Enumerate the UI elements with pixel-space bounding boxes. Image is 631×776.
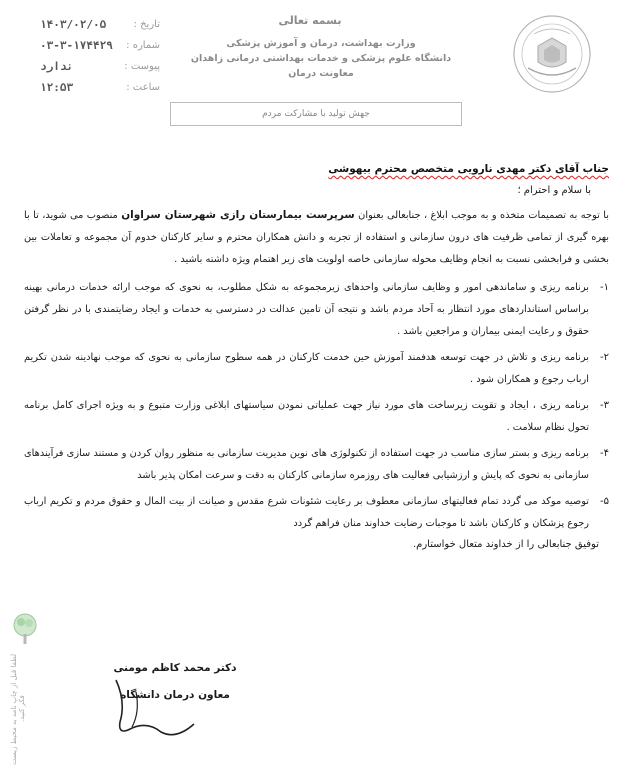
meta-date-label: تاریخ :: [133, 19, 160, 30]
item-text: برنامه ریزی و بستر سازی مناسب در جهت استفاده از تکنولوژی های نوین مدیریت سازمانی به منظور روان کردن و مستند سازی فرآیندهای سازمانی به نحوی که پایش و ارزشیابی فعالیت های روزمره سازمانی کارکنان به دقت و سرعت امکان پذیر باشد: [24, 448, 589, 481]
list-item: [24, 277, 609, 343]
closing-line: توفیق جنابعالی را از خداوند متعال خواستارم.: [412, 539, 599, 550]
slogan-box: جهش تولید با مشارکت مردم: [170, 102, 462, 126]
meta-number-value: ۰۳-۳-۱۷۴۴۲۹: [40, 39, 113, 52]
priorities-list: [24, 277, 609, 535]
org-line-department: معاونت درمان: [288, 68, 354, 79]
bismillah-heading: بسمه تعالی: [278, 14, 342, 27]
meta-date-row: [40, 14, 160, 35]
item-number: ۳-: [600, 400, 609, 411]
intro-position-title: سرپرست بیمارستان رازی شهرستان سراوان: [121, 209, 355, 221]
item-text: برنامه ریزی ، ایجاد و تقویت زیرساخت های مورد نیاز جهت عملیاتی نمودن سیاستهای ابلاغی وزارت متبوع و به ویژه اجرای کامل برنامه تحول نظام سلامت .: [24, 400, 589, 433]
item-text: توصیه موکد می گردد تمام فعالیتهای سازمانی معطوف بر رعایت شئونات شرع مقدس و صیانت از بیت المال و حقوق مردم و تکریم ارباب رجوع پزشکان و کارکنان باشد تا موجبات رضایت خداوند منان فراهم گردد: [24, 496, 589, 529]
list-item: [24, 491, 609, 535]
greeting-line: با سلام و احترام ؛: [517, 185, 591, 196]
org-line-ministry: وزارت بهداشت، درمان و آموزش پزشکی: [226, 38, 416, 49]
meta-date-value: ۱۴۰۳/۰۲/۰۵: [40, 18, 107, 31]
environment-margin-note: لطفا قبل از چاپ نامه به محیط زیست فکر کنید.: [10, 653, 26, 765]
meta-attachment-row: [40, 56, 160, 77]
intro-text-end: منصوب می شوید، تا با بهره گیری از تمامی ظرفیت های درون سازمانی و استفاده از تجربه و دانش همکاران محترم و سایر کارکنان خدوم آن مجموعه و تعاملات بین بخشی و فرابخشی نسبت به انجام وظایف محوله سازمانی خاصه اولویت های زیر اهتمام ویژه داشته باشید .: [24, 210, 609, 265]
item-number: ۲-: [600, 352, 609, 363]
recipient-line: جناب آقای دکتر مهدی نارویی متخصص محترم بیهوشی: [328, 163, 609, 175]
item-number: ۵-: [600, 496, 609, 507]
signatory-title: معاون درمان دانشگاه: [120, 689, 230, 701]
intro-text-start: با توجه به تصمیمات متخذه و به موجب ابلاغ ، جنابعالی بعنوان: [358, 210, 609, 221]
list-item: [24, 443, 609, 487]
list-item: [24, 347, 609, 391]
item-text: برنامه ریزی و تلاش در جهت توسعه هدفمند آموزش حین خدمت کارکنان در همه سطوح سازمانی به نحوی که موجب نهادینه شدن تکریم ارباب رجوع و همکاران شود .: [24, 352, 589, 385]
meta-attachment-label: پیوست :: [124, 61, 160, 72]
signatory-name: دکتر محمد کاظم مومنی: [113, 662, 237, 674]
letter-meta: [40, 14, 160, 98]
meta-number-row: [40, 35, 160, 56]
item-number: ۴-: [600, 448, 609, 459]
list-item: [24, 395, 609, 439]
item-text: برنامه ریزی و ساماندهی امور و وظایف سازمانی واحدهای زیرمجموعه به شکل مطلوب، به نحوی که موجب ارائه خدمات درمانی بهینه براساس استانداردهای مورد انتظار به آحاد مردم باشد و نتیجه آن تامین عدالت در دسترسی به خدمات و ایجاد رضایتمندی با در نظر گرفتن حقوق و رعایت ایمنی بیماران و مراجعین باشد .: [24, 282, 589, 337]
handwritten-signature-icon: [106, 672, 206, 742]
tree-emblem-icon: [10, 612, 40, 648]
intro-paragraph: [24, 204, 609, 271]
meta-time-value: ۱۲:۵۳: [40, 81, 74, 94]
zahedan-university-logo-icon: [508, 10, 596, 98]
letter-body: [24, 163, 609, 550]
org-line-university: دانشگاه علوم پزشکی و خدمات بهداشتی درمانی زاهدان: [190, 53, 452, 64]
organization-block: [190, 36, 452, 81]
meta-attachment-value: ندارد: [40, 60, 74, 73]
meta-time-row: [40, 77, 160, 98]
meta-time-label: ساعت :: [126, 82, 160, 93]
meta-number-label: شماره :: [126, 40, 160, 51]
item-number: ۱-: [600, 282, 609, 293]
